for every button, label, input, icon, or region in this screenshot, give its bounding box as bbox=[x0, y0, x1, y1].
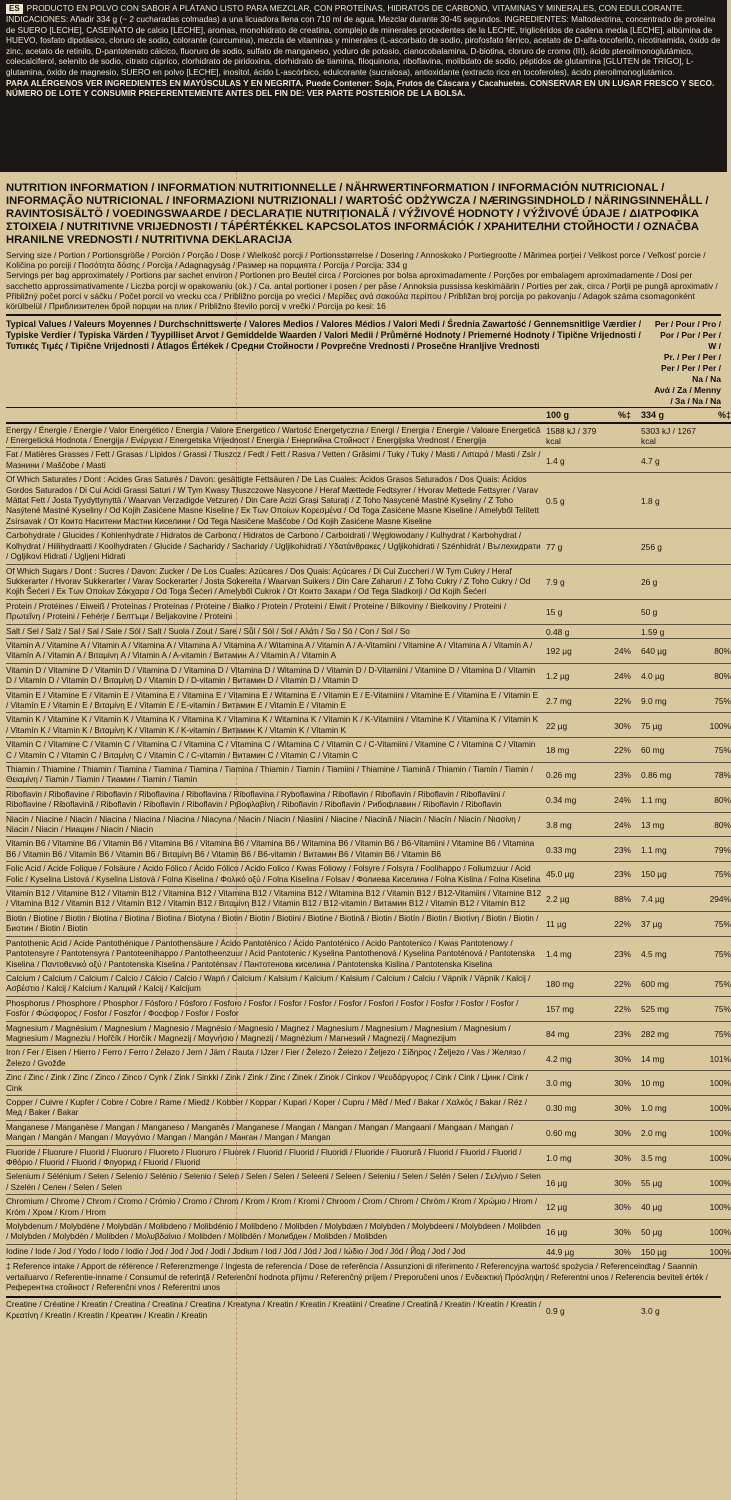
table-row bbox=[6, 1095, 731, 1120]
table-row bbox=[6, 638, 731, 663]
typical-values-label: Typical Values / Valeurs Moyennes / Durchschnittswerte / Valores Medios / Valores Médios / Valori Medi / Średnia Zawartość / Gennemsnitlige Værdier / Typiske Verdier / Typiska Värden / Tyypilliset Arvot / Gemiddelde Waarden / Valori Medii / Průměrné Hodnoty / Priemerné Hodnoty / Tipične Vrijednosti / Τυπικές Τιμές / Tipične Vrijednosti / Átlagos Értékek / Средни Стойности / Povprečne Vrednosti / Prosečne Hranljive Vrednosti bbox=[6, 319, 642, 352]
nutrition-title: NUTRITION INFORMATION / INFORMATION NUTRITIONNELLE / NÄHRWERTINFORMATION / INFORMACIÓN NUTRICIONAL / INFORMAÇÃO NUTRICIONAL / INFORMAZIONI NUTRIZIONALI / WARTOŚĆ ODŻYWCZA / NÆRINGSINDHOLD / NÄRINGSINNEHÅLL / RAVINTOSISÄLTÖ / VOEDINGSWAARDE / DECLARAȚIE NUTRIȚIONALĂ / VÝŽIVOVÉ HODNOTY / VÝŽIVOVÉ ÚDAJE / ΔΙΑΤΡΟΦΙΚΑ ΣΤΟΙΧΕΙΑ / NUTRITIVNE VRIJEDNOSTI / TÁPÉRTÉKKEL KAPCSOLATOS INFORMÁCIÓK / ХРАНИТЕЛНИ СТОЙНОСТИ / OZNAČBA HRANILNE VREDNOSTI / NUTRITIVNA DEKLARACIJA bbox=[6, 182, 709, 246]
ri-percent-serving: 75% bbox=[714, 1003, 731, 1014]
nutrient-name: Selenium / Sélénium / Selen / Selenio / Selénio / Selenio / Selen / Selen / Selen / Seleeni / Seleen / Seleniu / Selen / Selén / Selen / Σελήνιο / Selen / Szelén / Селен / Selen / Selen bbox=[6, 1172, 541, 1192]
value-per-serving: 3.0 g bbox=[641, 1305, 660, 1316]
value-per-100g: 12 µg bbox=[546, 1202, 568, 1213]
nutrient-name: Pantothenic Acid / Acide Pantothénique / Pantothensäure / Ácido Pantoténico / Ácido Pantoténico / Acido Pantotenico / Kwas Pantotenowy / Pantotensyre / Pantotensyra / Pantoteenihappo / Pantotheenzuur / Acid Pantotenic / Kyselina Pantothenová / Kyselina Pantoténová / Pantotenska Kiselina / Παντοθενικό οξύ / Pantotenska Kiselina / Pantoténsav / Пантотенова киселина / Pantotenska Kislina / Pantotenska Kiselina bbox=[6, 938, 535, 969]
ri-percent-serving: 100% bbox=[709, 1246, 731, 1257]
value-per-100g: 16 µg bbox=[546, 1177, 568, 1188]
value-per-100g: 11 µg bbox=[546, 919, 567, 930]
ri-percent-100g: 30% bbox=[614, 1127, 631, 1138]
nutrition-table bbox=[6, 408, 731, 1259]
nutrient-name: Creatine / Créatine / Kreatin / Creatina / Creatina / Creatina / Kreatyna / Kreatin / Kreatin / Kreatiini / Creatine / Creatină / Kreatin / Kreatín / Kreatin / Κρεατίνη / Kreatin / Kreatin / Креатин / Kreatin / Kreatin bbox=[6, 1300, 542, 1320]
table-row bbox=[6, 1244, 731, 1258]
nutrient-rows bbox=[6, 423, 731, 1259]
nutrient-name: Magnesium / Magnésium / Magnesium / Magnesio / Magnésio / Magnesio / Magnez / Magnesium / Magnesium / Magnesium / Magnesium / Magnesium / Magneziu / Hořčík / Horčík / Magnezij / Μαγνήσιο / Magnezij / Magnézium / Магнезий / Magnezij / Magnezijum bbox=[6, 1023, 511, 1043]
ri-percent-serving: 101% bbox=[709, 1053, 731, 1064]
ri-percent-100g bbox=[604, 423, 637, 448]
table-row bbox=[6, 473, 731, 529]
ri-percent-100g: 30% bbox=[614, 1152, 631, 1163]
value-per-100g: 0.9 g bbox=[546, 1305, 565, 1316]
value-per-serving: 75 µg bbox=[641, 720, 663, 731]
table-row bbox=[6, 688, 731, 713]
value-per-serving: 1.1 mg bbox=[641, 844, 667, 855]
nutrient-name: Vitamin K / Vitamine K / Vitamin K / Vitamina K / Vitamina K / Vitamina K / Witamina K / Vitamin K / K-Vitamiini / Vitamine K / Vitamina K / Vitamin K / Vitamín K / Vitamin K / Βιταμίνη K / Vitamin K / K-vitamin / Витамин K / Vitamin K / Vitamin K bbox=[6, 715, 539, 735]
per-line-3: Ανά / Za / Menny / За / Na / Na bbox=[654, 385, 721, 407]
value-per-100g: 18 mg bbox=[546, 745, 570, 756]
ri-percent-100g bbox=[604, 564, 637, 599]
value-per-100g: 7.9 g bbox=[546, 576, 565, 587]
ri-percent-serving: 75% bbox=[714, 949, 731, 960]
value-per-serving: 1.1 mg bbox=[641, 795, 667, 806]
value-per-100g: 1588 kJ / 379 kcal bbox=[546, 425, 597, 447]
nutrient-name: Of Which Sugars / Dont : Sucres / Davon: Zucker / De Los Cuales: Azúcares / Dos Quais: Açúcares / Di Cui Zuccheri / W Tym Cukry / Heraf Sukkerarter / Hvorav Sukkerarter / Varav Sockerarter / Josta Sokereita / Waarvan Suikers / Din Care Zaharuri / Z Toho Cukry / Z Toho Cukry / Od Kojih Šećeri / Εκ Των Οποίων Σάκχαρα / Od Toga Šećeri / Amelyből Cukrok / От Които Захари / Od Tega Sladkorji / Od Kojih Šećeri bbox=[6, 566, 531, 597]
value-per-100g: 0.33 mg bbox=[546, 844, 577, 855]
nutrient-name: Molybdenum / Molybdène / Molybdän / Molibdeno / Molibdénio / Molibdeno / Molibden / Molybdæn / Molybden / Molybdeeni / Molybdeen / Molibden / Molybden / Molybdén / Molibden / Μολυβδαίνιο / Molibden / Molibdén / Молибден / Molibden / Molibden bbox=[6, 1222, 541, 1242]
ingredients-body: PRODUCTO EN POLVO CON SABOR A PLÁTANO LISTO PARA MEZCLAR, CON PROTEÍNAS, HIDRATOS DE CARBONO, VITAMINAS Y MINERALES, CON EDULCORANTE. INDICACIONES: Añadir 334 g (~ 2 cucharadas colmadas) a una licuadora llena con 710 ml de agua. Mezclar durante 30-45 segundos. INGREDIENTES: Maltodextrina, concentrado de proteína de SUERO [LECHE], CASEINATO de calcio [LECHE], aromas, monohidrato de creatina, complejo de minerales procedentes de la LECHE, triglicéridos de cadena media [LECHE], albúmina de HUEVO, fosfato dipotásico, cloruro de sodio, colorante (curcumina), mezcla de vitaminas y minerales (L-ascorbato de sodio, pirofosfato férrico, acetato de D-alfa-tocoferilo, nicotinamida, óxido de zinc, acetato de retinilo, D-pantotenato cálcico, fluoruro de sodio, sulfato de manganeso, yoduro de potasio, cianocobalamina, D-biotina, cloruro de cromo (III), ácido pteroilmonoglutámico, colecalciferol, selenito de sodio, citrato cúprico, clorhidrato de piridoxina, clorhidrato de tiamina, filoquinona, riboflavina, molibdato de sodio, péptidos de glutamina [GLUTEN de TRIGO], L-glutamina, óxido de magnesio, SUERO en polvo [LECHE], inositol, ácido L-ascórbico, edulcorante (sucralosa), antioxidante (extracto rico en tocoferoles), ácido pteroilmonoglutámico. bbox=[6, 3, 721, 77]
table-row bbox=[6, 812, 731, 837]
ingredients-text bbox=[6, 3, 721, 78]
servings-per-bag: Servings per bag approximately / Portions par sachet environ / Portionen pro Beutel circa / Porciones por bolsa aproximadamente / Porções por embalagem aproximadamente / Dosi per sacchetto approssimativamente / Liczba porcji w opakowaniu (ok.) / Ca. antal portioner i posen / per påse / Annoksia pussissa keskimäärin / Porties per zak, circa / Porții pe pungă aproximativ / Přibližný počet porcí v sáčku / Počet porcií vo vrecku cca / Približno porcija po vrećici / Μερίδες ανά σακούλα περίπου / Približan broj porcija po pakovanju / Adagok száma csomagonként körülbelül / Приблизителен брой порции на плик / Približno število porcij v vrečki / Porcija po kesi: 16 bbox=[6, 270, 718, 312]
table-row bbox=[6, 713, 731, 738]
ri-percent-100g: 30% bbox=[614, 1078, 631, 1089]
nutrient-name: Fluoride / Fluorure / Fluorid / Fluoruro / Fluoreto / Fluoruro / Fluorek / Fluorid / Fluorid / Fluoridi / Fluoride / Fluorură / Fluorid / Fluorid / Fluorid / Φθόριο / Fluorid / Fluorid / Флуорид / Fluorid / Fluorid bbox=[6, 1147, 522, 1167]
ri-percent-serving: 100% bbox=[709, 1078, 731, 1089]
value-per-serving: 1.59 g bbox=[641, 626, 665, 637]
ri-percent-100g: 30% bbox=[614, 1053, 631, 1064]
value-per-100g: 77 g bbox=[546, 541, 563, 552]
ri-percent-serving: 75% bbox=[714, 979, 731, 990]
value-per-100g: 0.5 g bbox=[546, 496, 565, 507]
table-row bbox=[6, 763, 731, 788]
table-row bbox=[6, 599, 731, 624]
ri-percent-100g: 24% bbox=[614, 670, 631, 681]
col-pct-100g: %‡ bbox=[617, 410, 631, 421]
ri-percent-100g: 23% bbox=[614, 869, 631, 880]
value-per-serving: 150 µg bbox=[641, 869, 667, 880]
table-row bbox=[6, 564, 731, 599]
ri-percent-serving: 80% bbox=[714, 795, 731, 806]
value-per-serving: 600 mg bbox=[641, 979, 669, 990]
nutrient-name: Vitamin A / Vitamine A / Vitamin A / Vitamina A / Vitamina A / Vitamina A / Witamina A / Vitamin A / A-Vitamiini / Vitamine A / Vitamina A / Vitamin A / Vitamín A / Vitamin A / Βιταμίνη A / Vitamin A / A-vitamin / Витамин A / Vitamin A / Vitamin A bbox=[6, 640, 533, 661]
ri-percent-serving bbox=[703, 564, 731, 599]
ri-percent-serving: 75% bbox=[714, 1028, 731, 1039]
value-per-100g: 180 mg bbox=[546, 979, 574, 990]
ri-percent-serving: 294% bbox=[709, 894, 731, 905]
nutrition-label bbox=[0, 172, 731, 1500]
value-per-100g: 192 µg bbox=[546, 646, 572, 657]
table-row bbox=[6, 887, 731, 912]
nutrient-name: Riboflavin / Riboflavine / Riboflavin / Riboflavina / Riboflavina / Riboflavina / Ryboflawina / Riboflavin / Riboflavin / Riboflavin / Riboflaviini / Riboflavine / Riboflavină / Riboflavin / Riboflavín / Riboflavin / Ριβοφλαβίνη / Riboflavin / Riboflavin / Рибофлавин / Riboflavin / Riboflavin bbox=[6, 789, 505, 810]
ri-percent-100g: 24% bbox=[614, 646, 631, 657]
value-per-100g: 16 µg bbox=[546, 1227, 568, 1238]
serving-info bbox=[6, 250, 721, 311]
table-row bbox=[6, 1220, 731, 1245]
nutrient-name: Copper / Cuivre / Kupfer / Cobre / Cobre / Rame / Miedź / Kobber / Koppar / Kupari / Koper / Cupru / Měď / Meď / Bakar / Χαλκός / Bakar / Réz / Мед / Baker / Bakar bbox=[6, 1097, 528, 1118]
value-per-100g: 1.2 µg bbox=[546, 670, 570, 681]
ri-percent-100g: 30% bbox=[614, 1177, 631, 1188]
table-row bbox=[6, 1170, 731, 1195]
value-per-serving: 0.86 mg bbox=[641, 770, 672, 781]
value-per-100g: 0.34 mg bbox=[546, 795, 577, 806]
nutrient-name: Phosphorus / Phosphore / Phosphor / Fósforo / Fósforo / Fosforo / Fosfor / Fosfor / Fosfor / Fosfor / Fosfori / Fosfor / Fosfor / Fosfor / Fosfor / Fosfor / Φώσφορος / Fosfor / Foszfor / Фосфор / Fosfor / Fosfor bbox=[6, 998, 519, 1019]
nutrient-name: Vitamin E / Vitamine E / Vitamin E / Vitamina E / Vitamina E / Vitamina E / Witamina E / Vitamin E / E-Vitamiini / Vitamine E / Vitamina E / Vitamin E / Vitamín E / Vitamin E / Βιταμίνη E / Vitamin E / E-vitamin / Витамин E / Vitamin E / Vitamin E bbox=[6, 690, 539, 710]
column-header-row bbox=[6, 408, 731, 422]
table-row bbox=[6, 996, 731, 1021]
col-334g: 334 g bbox=[641, 410, 665, 421]
nutrient-name: Thiamin / Thiamine / Thiamin / Tiamina / Tiamina / Tiamina / Tiamina / Thiamin / Tiamin / Tiamiini / Thiamine / Tiamină / Thiamin / Tiamín / Tiamin / Θειαμίνη / Tiamin / Tiamin / Тиамин / Tiamin / Tiamin bbox=[6, 765, 534, 785]
value-per-serving: 10 mg bbox=[641, 1078, 665, 1089]
value-per-serving: 525 mg bbox=[641, 1003, 669, 1014]
ingredients-panel bbox=[0, 0, 727, 172]
ri-percent-100g bbox=[604, 448, 637, 473]
table-row bbox=[6, 862, 731, 887]
ri-percent-100g bbox=[604, 473, 637, 529]
ri-percent-serving bbox=[703, 599, 731, 624]
ri-percent-100g: 23% bbox=[614, 844, 631, 855]
ri-percent-serving bbox=[703, 624, 731, 638]
ri-percent-serving bbox=[703, 473, 731, 529]
value-per-100g: 2.7 mg bbox=[546, 695, 572, 706]
table-row bbox=[6, 1298, 731, 1322]
nutrient-name: Chromium / Chrome / Chrom / Cromo / Crómio / Cromo / Chrom / Krom / Krom / Kromi / Chroom / Crom / Chrom / Chróm / Krom / Χρώμιο / Hrom / Króm / Хром / Krom / Hrom bbox=[6, 1197, 538, 1217]
ri-percent-serving: 100% bbox=[709, 1127, 731, 1138]
nutrient-name: Iron / Fer / Eisen / Hierro / Ferro / Ferro / Żelazo / Jern / Järn / Rauta / IJzer / Fier / Železo / Železo / Željezo / Σίδηρος / Željezo / Vas / Желязо / Železo / Gvožđe bbox=[6, 1048, 526, 1068]
value-per-serving: 5303 kJ / 1267 kcal bbox=[641, 425, 696, 447]
ri-percent-serving: 100% bbox=[709, 1227, 731, 1238]
nutrient-name: Energy / Énergie / Energie / Valor Energético / Energia / Valore Energetico / Wartość Energetyczna / Energi / Energia / Energie / Valoare Energetică / Energetická Hodnota / Energija / Ενέργεια / Energetska Vrijednost / Energia / Енергийна Стойност / Energijska Vrednost / Energija bbox=[6, 425, 541, 446]
ri-percent-serving: 79% bbox=[714, 844, 731, 855]
nutrient-name: Salt / Sel / Salz / Sal / Sal / Sale / Sól / Salt / Suola / Zout / Sare / Sůl / Sól / Sol / Αλάτι / So / Só / Con / Sol / So bbox=[6, 626, 410, 636]
ri-percent-100g: 22% bbox=[614, 979, 631, 990]
value-per-100g: 1.4 g bbox=[546, 455, 565, 466]
value-per-serving: 7.4 µg bbox=[641, 894, 665, 905]
nutrient-name: Zinc / Zinc / Zink / Zinc / Zinco / Zinco / Cynk / Zink / Sinkki / Zink / Zink / Zinc / Zinek / Zinok / Cinkov / Ψευδάργυρος / Cink / Cink / Цинк / Cink / Cink bbox=[6, 1073, 529, 1093]
ri-percent-100g bbox=[604, 624, 637, 638]
ri-percent-serving: 75% bbox=[714, 745, 731, 756]
table-row bbox=[6, 529, 731, 564]
value-per-100g: 44.9 µg bbox=[546, 1246, 575, 1257]
table-row bbox=[6, 1120, 731, 1145]
table-row bbox=[6, 1021, 731, 1046]
nutrient-name: Vitamin C / Vitamine C / Vitamin C / Vitamina C / Vitamina C / Vitamina C / Witamina C / Vitamin C / C-Vitamiini / Vitamine C / Vitamina C / Vitamin C / Vitamín C / Vitamin C / Βιταμίνη C / Vitamin C / C-vitamin / Витамин C / Vitamin C / Vitamin C bbox=[6, 740, 536, 760]
table-row bbox=[6, 663, 731, 688]
table-row bbox=[6, 624, 731, 638]
value-per-serving: 40 µg bbox=[641, 1202, 663, 1213]
value-per-serving: 640 µg bbox=[641, 646, 667, 657]
value-per-serving: 282 mg bbox=[641, 1028, 669, 1039]
value-per-serving: 55 µg bbox=[641, 1177, 663, 1188]
ri-percent-serving: 100% bbox=[709, 1152, 731, 1163]
table-row bbox=[6, 1046, 731, 1071]
value-per-100g: 45.0 µg bbox=[546, 869, 575, 880]
table-row bbox=[6, 911, 731, 936]
table-row bbox=[6, 971, 731, 996]
ri-percent-100g bbox=[604, 529, 637, 564]
value-per-serving: 50 g bbox=[641, 606, 658, 617]
ri-percent-serving: 80% bbox=[714, 646, 731, 657]
value-per-serving: 14 mg bbox=[641, 1053, 665, 1064]
ri-percent-100g: 22% bbox=[614, 695, 631, 706]
ri-percent-serving: 100% bbox=[709, 720, 731, 731]
value-per-100g: 15 g bbox=[546, 606, 563, 617]
ri-percent-100g: 30% bbox=[614, 1103, 631, 1114]
table-row bbox=[6, 423, 731, 448]
ri-percent-serving bbox=[703, 529, 731, 564]
ri-percent-serving: 78% bbox=[714, 770, 731, 781]
table-header bbox=[6, 316, 721, 408]
value-per-serving: 4.7 g bbox=[641, 455, 660, 466]
value-per-serving: 4.0 µg bbox=[641, 670, 665, 681]
value-per-100g: 3.8 mg bbox=[546, 819, 572, 830]
ri-percent-100g: 22% bbox=[614, 919, 631, 930]
nutrient-name: Biotin / Biotine / Biotin / Biotina / Biotina / Biotina / Biotyna / Biotin / Biotin / Biotiini / Biotine / Biotină / Biotin / Biotín / Biotin / Βιοτίνη / Biotin / Biotin / Биотин / Biotin / Biotin bbox=[6, 913, 539, 934]
value-per-serving: 1.8 g bbox=[641, 496, 660, 507]
value-per-serving: 60 mg bbox=[641, 745, 665, 756]
fold-guideline bbox=[236, 172, 237, 1500]
ri-percent-100g: 23% bbox=[614, 770, 631, 781]
nutrient-name: Vitamin B6 / Vitamine B6 / Vitamin B6 / Vitamina B6 / Vitamina B6 / Vitamina B6 / Witamina B6 / Vitamin B6 / B6-Vitamiini / Vitamine B6 / Vitamina B6 / Vitamin B6 / Vitamín B6 / Vitamin B6 / Βιταμίνη B6 / Vitamin B6 / B6-vitamin / Витамин B6 / Vitamin B6 / Vitamin B6 bbox=[6, 839, 535, 859]
nutrient-name: Vitamin D / Vitamine D / Vitamin D / Vitamina D / Vitamina D / Vitamina D / Witamina D / Vitamin D / D-Vitamiini / Vitamine D / Vitamina D / Vitamin D / Vitamín D / Vitamin D / Βιταμίνη D / Vitamin D / D-vitamin / Витамин D / Vitamin D / Vitamin D bbox=[6, 665, 536, 686]
value-per-serving: 50 µg bbox=[641, 1227, 663, 1238]
ri-percent-serving: 80% bbox=[714, 670, 731, 681]
ri-percent-serving: 100% bbox=[709, 1103, 731, 1114]
ri-percent-100g: 88% bbox=[614, 894, 631, 905]
value-per-serving: 4.5 mg bbox=[641, 949, 667, 960]
table-row bbox=[6, 1195, 731, 1220]
value-per-100g: 4.2 mg bbox=[546, 1053, 572, 1064]
nutrient-name: Fat / Matières Grasses / Fett / Grasas / Lípidos / Grassi / Tłuszcz / Fedt / Fett / Rasva / Vetten / Grăsimi / Tuky / Tuky / Masti / Λιπαρά / Masti / Zsír / Мазнини / Maščobe / Masti bbox=[6, 450, 541, 470]
value-per-100g: 0.48 g bbox=[546, 626, 570, 637]
ri-percent-serving: 100% bbox=[709, 1177, 731, 1188]
nutrient-name: Folic Acid / Acide Folique / Folsäure / Ácido Fólico / Ácido Fólico / Acido Folico / Kwas Foliowy / Folsyre / Folsyra / Foolihappo / Foliumzuur / Acid Folic / Kyselina Listová / Kyselina Listová / Folna Kiselina / Φολικό οξύ / Folna Kiselina / Folsav / Фолиева Киселина / Folna Kislina / Folna Kiselina bbox=[6, 864, 541, 884]
ri-percent-100g: 30% bbox=[614, 720, 631, 731]
ri-percent-serving: 80% bbox=[714, 819, 731, 830]
value-per-serving: 2.0 mg bbox=[641, 1127, 667, 1138]
value-per-100g: 0.26 mg bbox=[546, 770, 577, 781]
ri-percent-100g: 24% bbox=[614, 819, 631, 830]
table-row bbox=[6, 837, 731, 862]
value-per-serving: 37 µg bbox=[641, 919, 663, 930]
allergen-warning: PARA ALÉRGENOS VER INGREDIENTES EN MAYÚSCULAS Y EN NEGRITA. Puede Contener: Soja, Frutos de Cáscara y Cacahuetes. CONSERVAR EN UN LUGAR FRESCO Y SECO. NÚMERO DE LOTE Y CONSUMIR PREFERENTEMENTE ANTES DEL FIN DE: VER PARTE POSTERIOR DE LA BOLSA. bbox=[6, 77, 715, 99]
col-pct-334g: %‡ bbox=[717, 410, 731, 421]
value-per-100g: 3.0 mg bbox=[546, 1078, 572, 1089]
ri-percent-100g: 22% bbox=[614, 1003, 631, 1014]
value-per-100g: 2.2 µg bbox=[546, 894, 570, 905]
nutrient-name: Protein / Protéines / Eiweiß / Proteínas / Proteínas / Proteine / Białko / Protein / Proteini / Eiwit / Proteine / Bílkoviny / Bielkoviny / Proteini / Πρωτεΐνη / Proteini / Fehérje / Белтъци / Beljakovine / Proteini bbox=[6, 601, 507, 622]
value-per-100g: 1.4 mg bbox=[546, 949, 572, 960]
per-column-label bbox=[653, 319, 721, 407]
ri-percent-serving bbox=[703, 448, 731, 473]
language-badge: ES bbox=[6, 4, 23, 14]
ri-percent-100g: 22% bbox=[614, 745, 631, 756]
nutrient-name: Niacin / Niacine / Niacin / Niacina / Niacina / Niacina / Niacyna / Niacin / Niacin / Niasiini / Niacine / Niacină / Niacin / Niacín / Niacin / Νιασίνη / Niacin / Niacin / Ниацин / Niacin / Niacin bbox=[6, 814, 521, 835]
ri-percent-serving: 75% bbox=[714, 695, 731, 706]
ri-percent-serving: 100% bbox=[709, 1202, 731, 1213]
ri-percent-serving: 75% bbox=[714, 869, 731, 880]
ri-percent-serving: 75% bbox=[714, 919, 731, 930]
value-per-serving: 1.0 mg bbox=[641, 1103, 667, 1114]
ri-percent-100g: 30% bbox=[614, 1246, 631, 1257]
value-per-100g: 157 mg bbox=[546, 1003, 574, 1014]
per-line-2: Pr. / Per / Per / Per / Per / Per / Na / Na bbox=[660, 352, 721, 385]
table-row bbox=[6, 787, 731, 812]
table-row bbox=[6, 1145, 731, 1170]
table-row bbox=[6, 1071, 731, 1096]
value-per-100g: 22 µg bbox=[546, 720, 568, 731]
ri-percent-serving bbox=[703, 423, 731, 448]
ri-percent-100g: 30% bbox=[614, 1202, 631, 1213]
nutrient-name: Iodine / Iode / Jod / Yodo / Iodo / Iodio / Jod / Jod / Jod / Jodi / Jodium / Iod / Jód / Jód / Jod / Ιώδιο / Jod / Jód / Йод / Jod / Jod bbox=[6, 1246, 466, 1256]
nutrient-name: Vitamin B12 / Vitamine B12 / Vitamin B12 / Vitamina B12 / Vitamina B12 / Vitamina B12 / Witamina B12 / Vitamin B12 / B12-Vitamiini / Vitamine B12 / Vitamina B12 / Vitamin B12 / Vitamín B12 / Vitamin B12 / Βιταμίνη B12 / Vitamin B12 / B12-vitamin / Витамин B12 / Vitamin B12 / Vitamin B12 bbox=[6, 889, 542, 909]
ri-percent-100g: 23% bbox=[614, 949, 631, 960]
value-per-serving: 26 g bbox=[641, 576, 658, 587]
creatine-table bbox=[6, 1298, 731, 1322]
value-per-serving: 9.0 mg bbox=[641, 695, 667, 706]
nutrient-name: Of Which Saturates / Dont : Acides Gras Saturés / Davon: gesättigte Fettsäuren / De Las Cuales: Ácidos Grasos Saturados / Dos Quais: Ácidos Gordos Saturados / Di Cui Acidi Grassi Saturi / W Tym Kwasy Tłuszczowe Nasycone / Heraf Mættede Fedtsyrer / Hvorav Mettede Fettsyrer / Varav Mättat Fett / Josta Tyydyttynyttä / Waarvan Verzadigde Vetzuren / Din Care Acizi Grași Saturați / Z Toho Nasycené Mastné Kyseliny / Z Toho Nasýtené Mastné Kyseliny / Od Kojih Zasićene Masne Kiseline / Εκ Των Οποίων Κορεσμένα / Od Toga Zasićene Masne Kiseline / Amelyből Telített Zsírsavak / От Които Наситени Мастни Киселини / Od Tega Nasičene Maščobe / Od Kojih Zasićene Masne Kiseline bbox=[6, 475, 539, 526]
ri-percent-100g bbox=[604, 599, 637, 624]
value-per-serving: 3.5 mg bbox=[641, 1152, 667, 1163]
nutrient-name: Manganese / Manganèse / Mangan / Manganeso / Manganês / Manganese / Mangan / Mangan / Mangan / Mangaani / Mangaan / Mangan / Mangan / Mangán / Mangan / Μαγγάνιο / Mangan / Mangán / Манган / Mangan / Mangan bbox=[6, 1122, 514, 1143]
col-100g: 100 g bbox=[546, 410, 570, 421]
table-row bbox=[6, 738, 731, 763]
nutrient-name: Carbohydrate / Glucides / Kohlenhydrate / Hidratos de Carbono / Hidratos de Carbono / Carboidrati / Węglowodany / Kulhydrat / Karbohydrat / Kolhydrat / Hiilihydraatti / Koolhydraten / Glucide / Sacharidy / Sacharidy / Ugljikohidrati / Υδατάνθρακες / Ugljikohidrati / Szénhidrát / Въглехидрати / Ogljikovi Hidrati / Ugljeni Hidrati bbox=[6, 531, 541, 562]
value-per-serving: 256 g bbox=[641, 541, 662, 552]
value-per-serving: 150 µg bbox=[641, 1246, 667, 1257]
nutrient-name: Calcium / Calcium / Calcium / Calcio / Cálcio / Calcio / Wapń / Calcium / Kalsium / Kalcium / Kalsium / Calcium / Calciu / Vápník / Vápnik / Kalcij / Ασβέστιο / Kalcij / Kalcium / Калций / Kalcij / Kalcijum bbox=[6, 973, 531, 994]
value-per-100g: 1.0 mg bbox=[546, 1152, 572, 1163]
value-per-100g: 84 mg bbox=[546, 1028, 570, 1039]
per-line-1: Per / Pour / Pro / Por / Por / Per / W / bbox=[654, 319, 721, 352]
table-row bbox=[6, 448, 731, 473]
ri-percent-100g: 23% bbox=[614, 1028, 631, 1039]
ri-percent-100g: 24% bbox=[614, 795, 631, 806]
table-row bbox=[6, 936, 731, 971]
value-per-100g: 0.60 mg bbox=[546, 1127, 577, 1138]
value-per-100g: 0.30 mg bbox=[546, 1103, 577, 1114]
value-per-serving: 13 mg bbox=[641, 819, 665, 830]
ri-percent-100g: 30% bbox=[614, 1227, 631, 1238]
serving-size: Serving size / Portion / Portionsgröße / Porción / Porção / Dose / Wielkość porcji / Portionsstørrelse / Dosering / Annoskoko / Portiegrootte / Mărimea porției / Velikost porce / Veľkosť porcie / Količina po porciji / Ποσότητα δόσης / Porcija / Adagnagyság / Размер на порцията / Porcija / Porcija: 334 g bbox=[6, 250, 706, 271]
reference-intake-note: ‡ Reference intake / Apport de référence / Referenzmenge / Ingesta de referencia / Dose de referência / Assunzioni di riferimento / Referencyjna wartość spożycia / Referenceindtag / Saannin vertailuarvo / Referentie-inname / Consumul de referință / Referenční hodnota příjmu / Referenčný príjem / Preporučeni unos / Ενδεικτική Πρόσληψη / Referentni unos / Referencia beviteli érték / Референтна стойност / Referenčni vnos / Referentni unos bbox=[6, 1259, 721, 1298]
